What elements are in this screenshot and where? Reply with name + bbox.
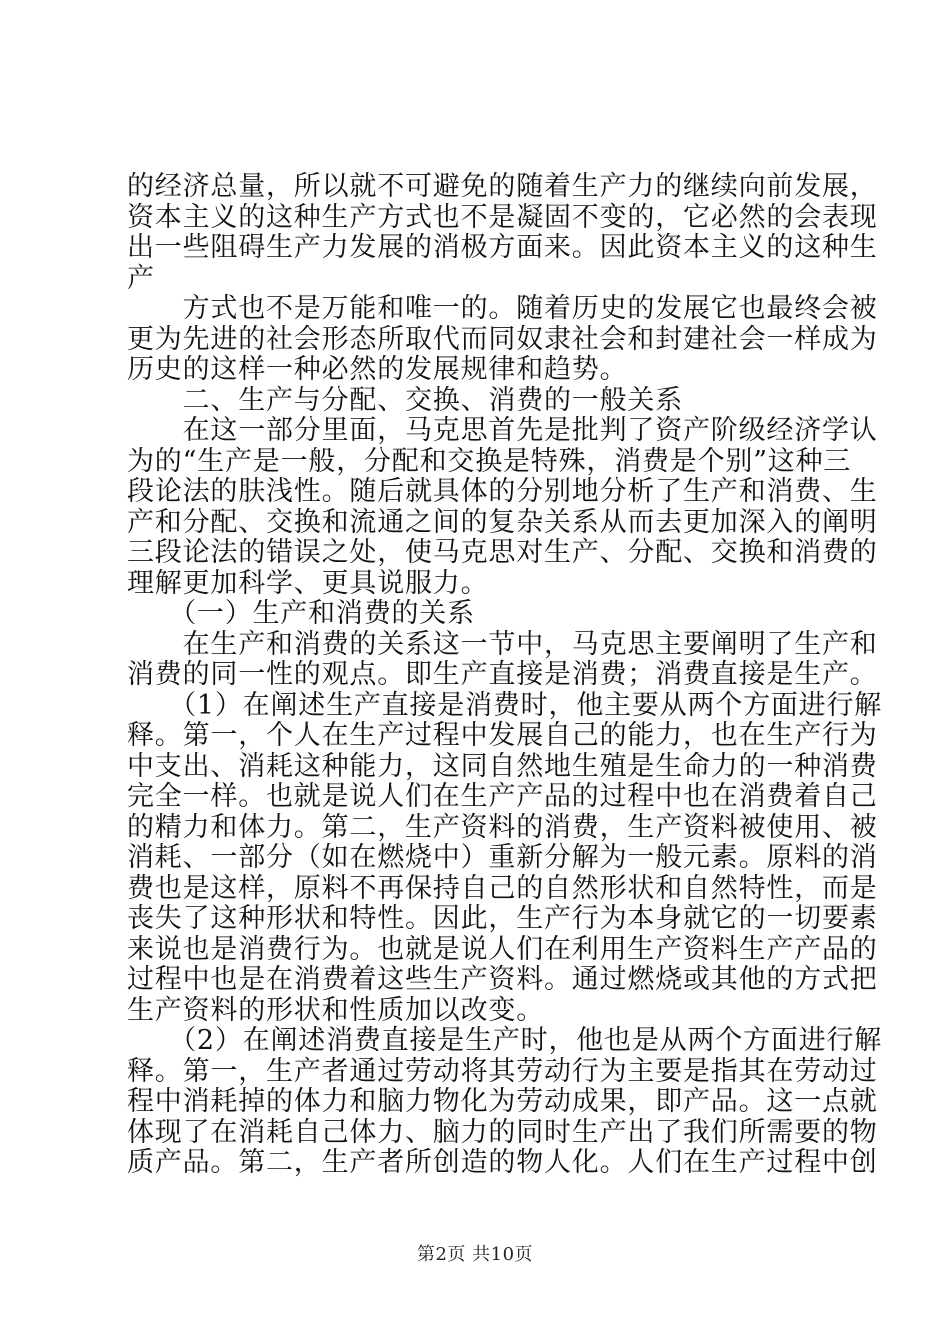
text-line: （一）生产和消费的关系 — [127, 598, 475, 629]
text-line: 释。第一，个人在生产过程中发展自己的能力，也在生产行为 — [127, 720, 878, 751]
text-line: 在这一部分里面，马克思首先是批判了资产阶级经济学认 — [127, 415, 878, 446]
text-line: （1）在阐述生产直接是消费时，他主要从两个方面进行解 — [127, 689, 883, 721]
text-line: 程中消耗掉的体力和脑力物化为劳动成果，即产品。这一点就 — [127, 1086, 878, 1117]
text-line: 出一些阻碍生产力发展的消极方面来。因此资本主义的这种生 — [127, 232, 878, 263]
text-line: 中支出、消耗这种能力，这同自然地生殖是生命力的一种消费 — [127, 750, 878, 782]
text-line: 历史的这样一种必然的发展规律和趋势。 — [127, 354, 628, 385]
text-line: 三段论法的错误之处，使马克思对生产、分配、交换和消费的 — [127, 537, 878, 568]
text-line: 为的“生产是一般，分配和交换是特殊，消费是个别”这种三 — [127, 445, 852, 477]
text-line: 段论法的肤浅性。随后就具体的分别地分析了生产和消费、生 — [127, 476, 878, 507]
text-line: 二、生产与分配、交换、消费的一般关系 — [127, 384, 683, 416]
text-line: 的精力和体力。第二，生产资料的消费，生产资料被使用、被 — [127, 811, 878, 843]
text-line: 产和分配、交换和流通之间的复杂关系从而去更加深入的阐明 — [127, 506, 878, 538]
text-line: 消耗、一部分（如在燃烧中）重新分解为一般元素。原料的消 — [127, 842, 878, 873]
text-line: 释。第一，生产者通过劳动将其劳动行为主要是指其在劳动过 — [127, 1055, 878, 1087]
text-line: 资本主义的这种生产方式也不是凝固不变的，它必然的会表现 — [127, 201, 878, 233]
text-line: 在生产和消费的关系这一节中，马克思主要阐明了生产和 — [127, 628, 878, 660]
text-line: 生产资料的形状和性质加以改变。 — [127, 994, 544, 1026]
page-number-label: 第2页 共10页 — [416, 1244, 534, 1265]
text-line: 来说也是消费行为。也就是说人们在利用生产资料生产产品的 — [127, 933, 878, 965]
text-line: 方式也不是万能和唯一的。随着历史的发展它也最终会被 — [127, 293, 878, 324]
text-line: 费也是这样，原料不再保持自己的自然形状和自然特性，而是 — [127, 872, 878, 904]
text-line: 完全一样。也就是说人们在生产产品的过程中也在消费着自己 — [127, 781, 878, 812]
page-footer — [0, 1240, 950, 1266]
document-body — [127, 171, 883, 1179]
text-line: 丧失了这种形状和特性。因此，生产行为本身就它的一切要素 — [127, 903, 878, 934]
text-line: 体现了在消耗自己体力、脑力的同时生产出了我们所需要的物 — [127, 1116, 878, 1148]
text-line: 过程中也是在消费着这些生产资料。通过燃烧或其他的方式把 — [127, 964, 878, 995]
text-line: 消费的同一性的观点。即生产直接是消费；消费直接是生产。 — [127, 659, 878, 690]
text-line: （2）在阐述消费直接是生产时，他也是从两个方面进行解 — [127, 1025, 883, 1056]
text-line: 的经济总量，所以就不可避免的随着生产力的继续向前发展， — [127, 171, 878, 202]
text-line: 产 — [127, 262, 155, 294]
text-line: 质产品。第二，生产者所创造的物人化。人们在生产过程中创 — [127, 1147, 878, 1178]
text-line: 更为先进的社会形态所取代而同奴隶社会和封建社会一样成为 — [127, 323, 878, 355]
text-line: 理解更加科学、更具说服力。 — [127, 567, 489, 599]
